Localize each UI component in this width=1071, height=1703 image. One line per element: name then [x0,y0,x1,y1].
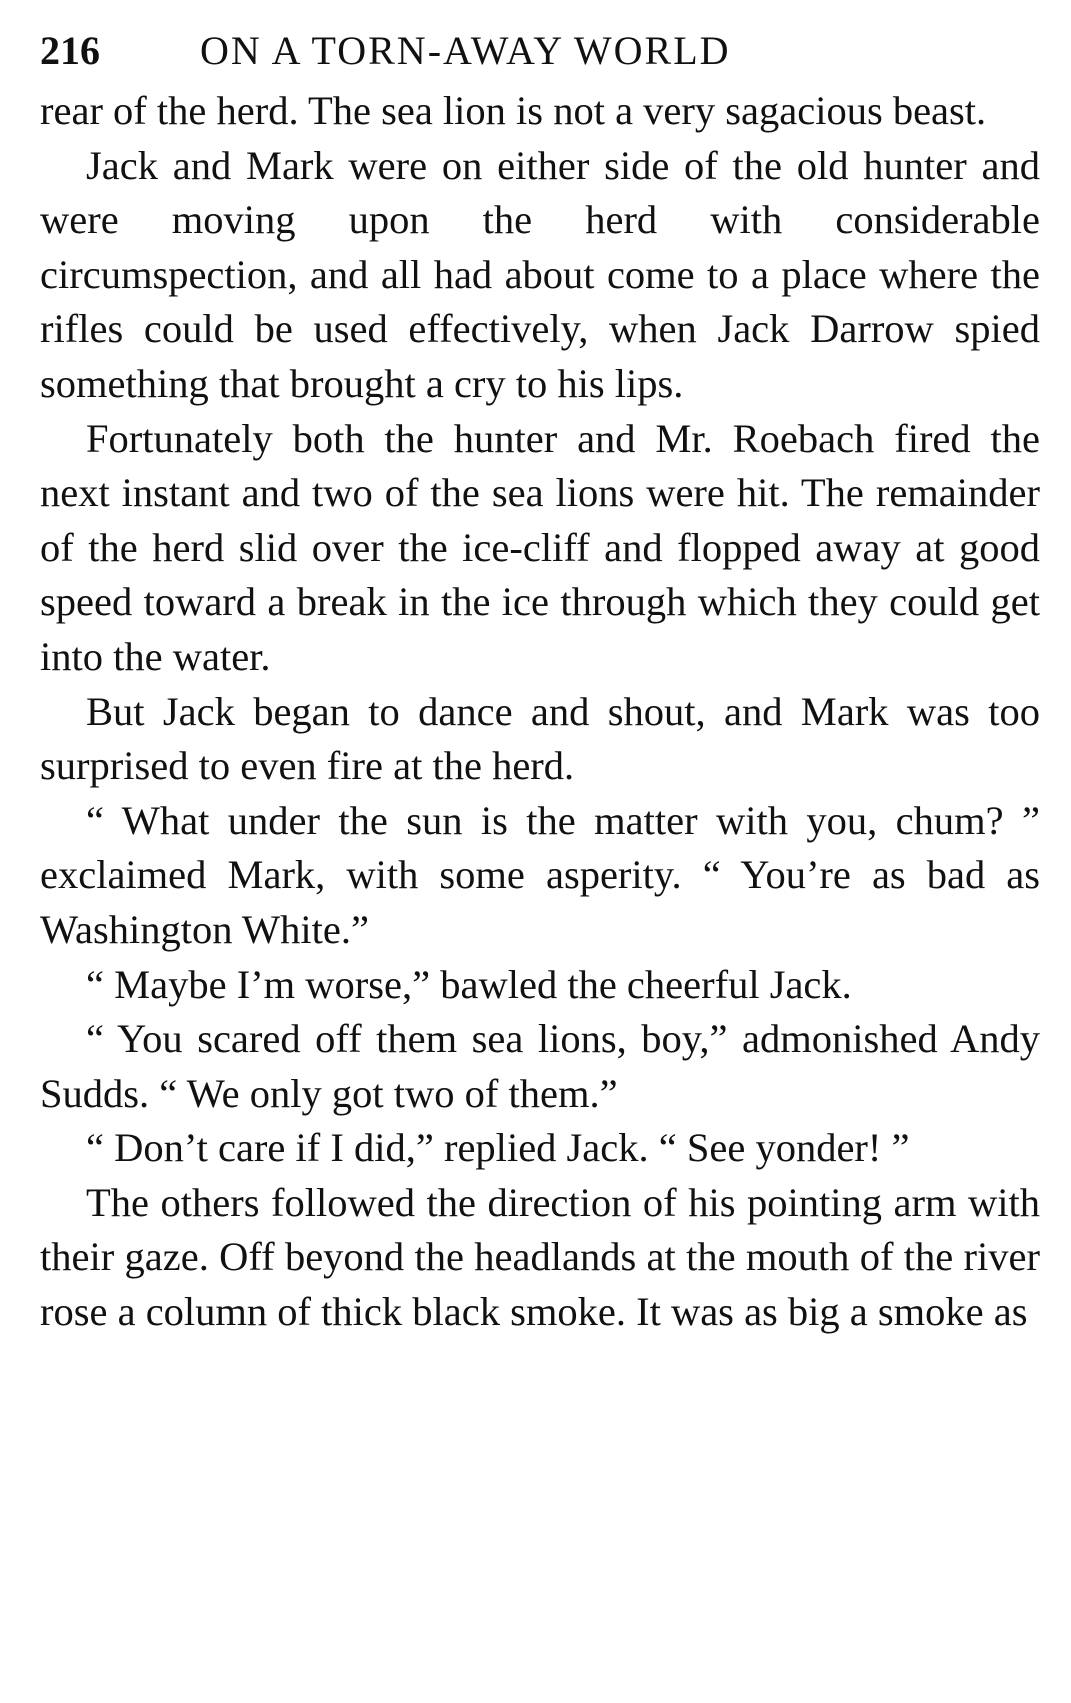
page-number: 216 [40,28,100,73]
paragraph: “ You scared off them sea lions, boy,” admonished Andy Sudds. “ We only got two of them.” [40,1016,1040,1116]
paragraph: rear of the herd. The sea lion is not a very sagacious beast. [40,88,987,133]
paragraph: “ Don’t care if I did,” replied Jack. “ See yonder! ” [86,1125,910,1171]
paragraph: “ What under the sun is the matter with you, chum? ” exclaimed Mark, with some asperity. “ You’re as bad as Washington White.” [40,797,1040,952]
book-page [40,18,1040,1340]
running-head [40,18,1040,84]
paragraph: But Jack began to dance and shout, and Mark was too surprised to even fire at the herd. [40,688,1040,789]
body-text [40,84,1040,1340]
paragraph: Jack and Mark were on either side of the old hunter and were moving upon the herd with considerable circumspection, and all had about come to a place where the rifles could be used effectively, when Jack Darrow spied something that brought a cry to his lips. [40,142,1040,406]
paragraph: Fortunately both the hunter and Mr. Roebach fired the next instant and two of the sea lions were hit. The remainder of the herd slid over the ice-cliff and flopped away at good speed toward a break in the ice through which they could get into the water. [40,415,1040,679]
running-title: ON A TORN-AWAY WORLD [200,28,731,73]
paragraph: The others followed the direction of his pointing arm with their gaze. Off beyond the headlands at the mouth of the river rose a column of thick black smoke. It was as big a smoke as [40,1179,1040,1335]
paragraph: “ Maybe I’m worse,” bawled the cheerful Jack. [86,961,852,1007]
